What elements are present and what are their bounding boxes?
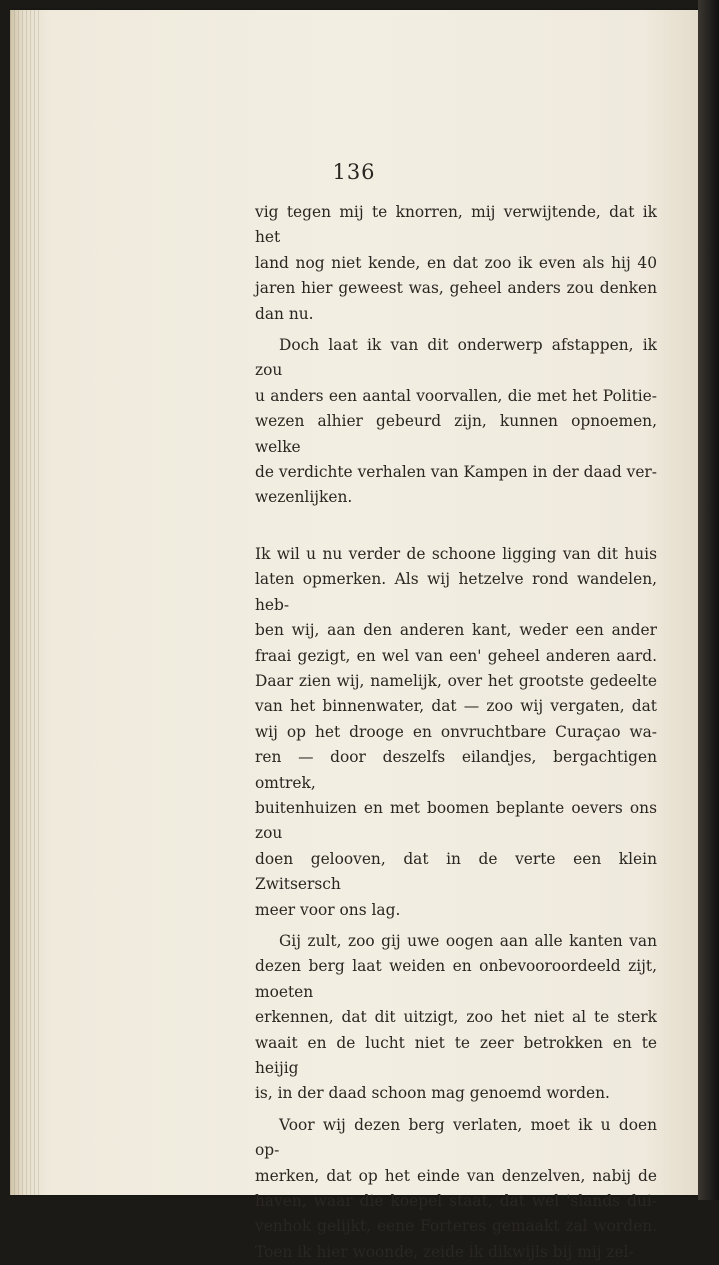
text-line: meer voor ons lag.: [255, 900, 401, 919]
book-page: [10, 10, 698, 1261]
text-line: vig tegen mij te knorren, mij verwijtende, dat ik het: [255, 203, 657, 247]
text-line: laten opmerken. Als wij hetzelve rond wandelen, heb-: [255, 570, 657, 614]
text-line: venhok gelijkt, eene Forteres gemaakt zal worden.: [255, 1217, 657, 1236]
text-line: Toen ik hier woonde, zeide ik dikwijls bij mij zel-: [255, 1242, 634, 1261]
background-strip: [698, 0, 719, 1200]
text-line: buitenhuizen en met boomen beplante oevers ons zou: [255, 798, 657, 843]
text-line: dan nu.: [255, 304, 314, 323]
text-line: is, in der daad schoon mag genoemd worden.: [255, 1084, 610, 1103]
page-number: 136: [332, 160, 376, 184]
text-line: waait en de lucht niet te zeer betrokken en te heijig: [255, 1033, 657, 1077]
text-line: Voor wij dezen berg verlaten, moet ik u doen op-: [255, 1115, 657, 1160]
paragraph: [255, 542, 657, 923]
page-edge: [10, 10, 40, 1195]
page-text: [255, 200, 657, 1265]
paragraph: [255, 1113, 657, 1265]
text-line: jaren hier geweest was, geheel anders zou denken: [255, 279, 657, 298]
text-line: wezen alhier gebeurd zijn, kunnen opnoemen, welke: [255, 412, 657, 456]
text-line: ben wij, aan den anderen kant, weder een ander: [255, 621, 657, 640]
paragraph-gap: [255, 511, 657, 542]
text-line: haven, waar die koepel staat, dat wel 'slands dui-: [255, 1192, 657, 1211]
text-line: ren — door deszelfs eilandjes, bergachtigen omtrek,: [255, 748, 657, 792]
text-line: Gij zult, zoo gij uwe oogen aan alle kanten van: [279, 931, 657, 950]
text-line: land nog niet kende, en dat zoo ik even als hij 40: [255, 253, 657, 272]
text-line: Daar zien wij, namelijk, over het grootste gedeelte: [255, 671, 657, 690]
text-line: erkennen, dat dit uitzigt, zoo het niet al te sterk: [255, 1008, 657, 1027]
text-line: doen gelooven, dat in de verte een klein Zwitsersch: [255, 849, 657, 894]
text-line: merken, dat op het einde van denzelven, nabij de: [255, 1166, 657, 1185]
text-line: de verdichte verhalen van Kampen in der daad ver-: [255, 463, 657, 482]
text-line: wij op het drooge en onvruchtbare Curaçao wa-: [255, 722, 657, 741]
paragraph: [255, 200, 657, 327]
text-line: van het binnenwater, dat — zoo wij vergaten, dat: [255, 697, 657, 716]
text-line: fraai gezigt, en wel van een' geheel anderen aard.: [255, 646, 657, 665]
text-line: u anders een aantal voorvallen, die met het Politie-: [255, 386, 657, 405]
text-line: wezenlijken.: [255, 488, 353, 507]
text-line: Ik wil u nu verder de schoone ligging van dit huis: [255, 544, 657, 563]
paragraph: [255, 929, 657, 1107]
text-line: dezen berg laat weiden en onbevooroordeeld zijt, moeten: [255, 957, 657, 1001]
text-line: Doch laat ik van dit onderwerp afstappen, ik zou: [255, 336, 657, 380]
paragraph: [255, 333, 657, 511]
